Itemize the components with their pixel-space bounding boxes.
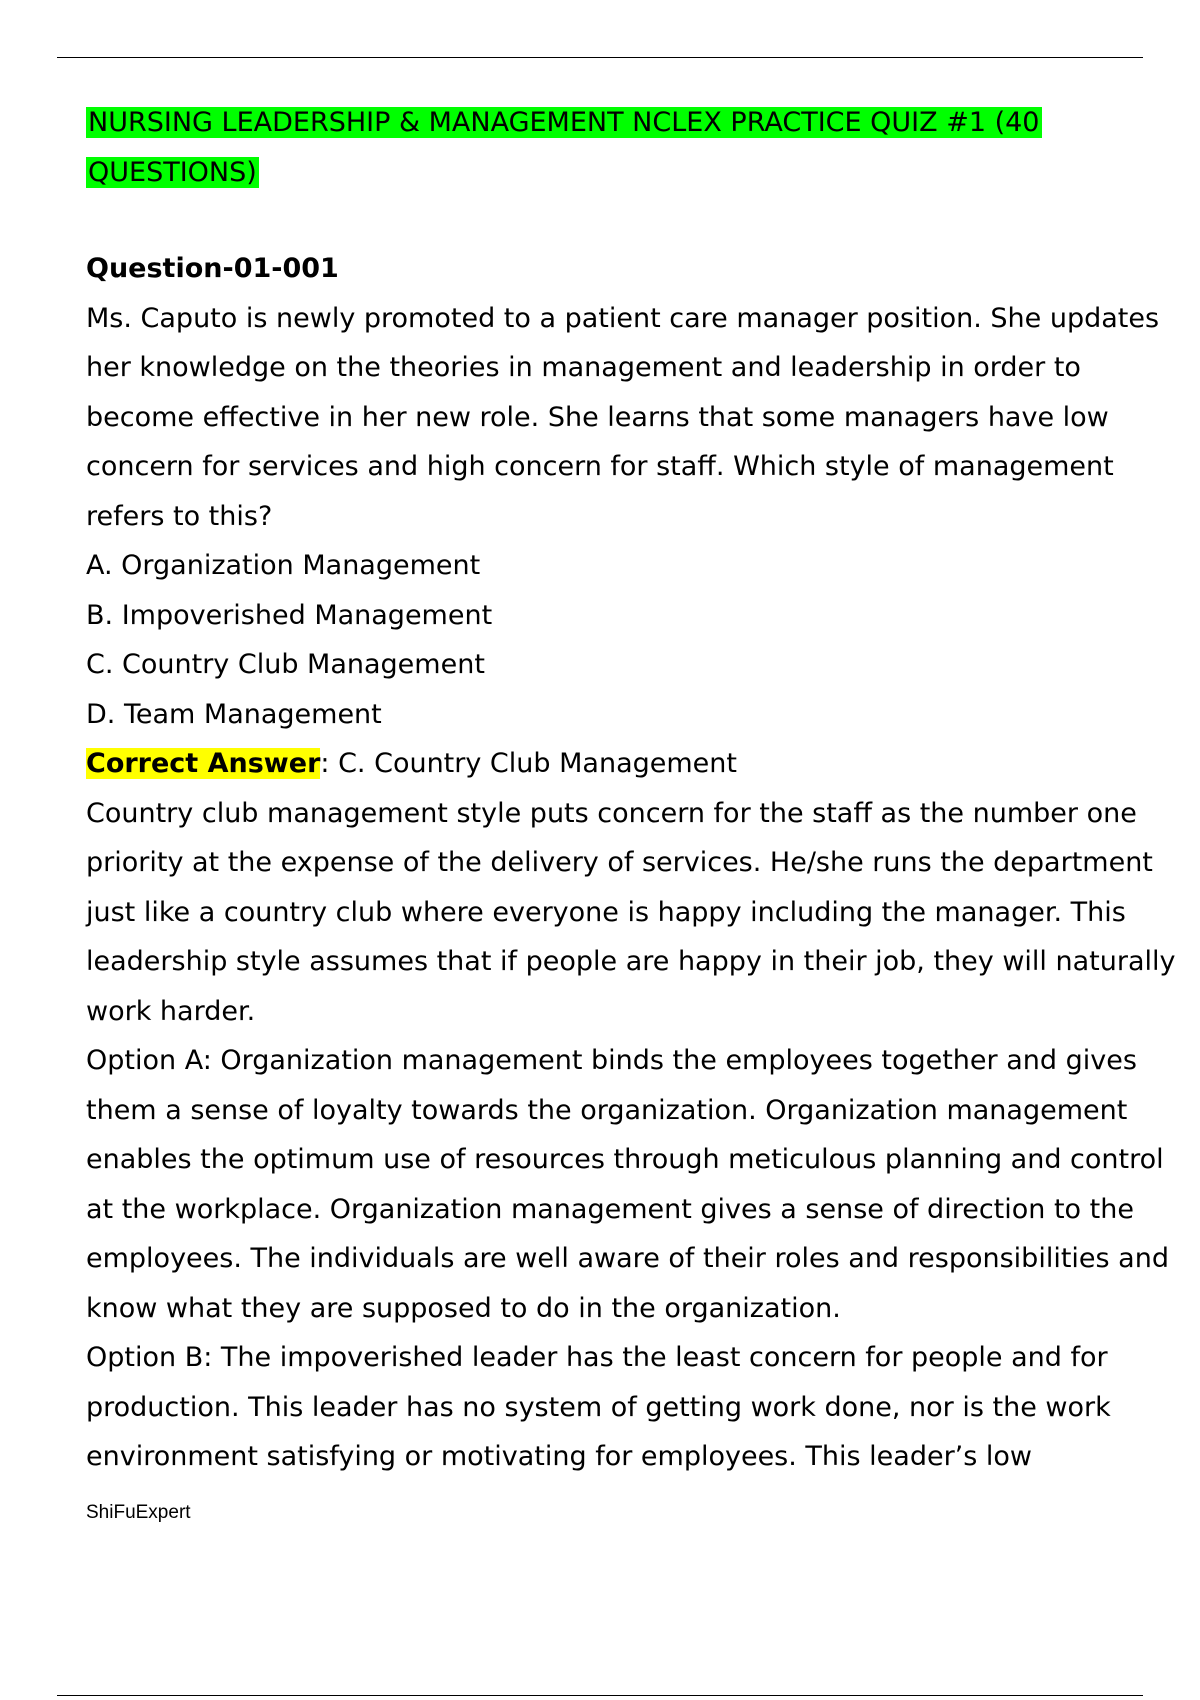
option-b-explanation: Option B: The impoverished leader has the least concern for people and for production. This leader has no system of getting work done, nor is the work environment satisfying or motivating for employees. This leader’s low xyxy=(86,1342,1111,1472)
document-body xyxy=(86,98,1194,1482)
option-c: C. Country Club Management xyxy=(86,649,485,680)
correct-answer-line xyxy=(86,739,1194,789)
correct-answer-label: Correct Answer xyxy=(86,748,321,779)
rationale-paragraph: Country club management style puts concern for the staff as the number one priority at the expense of the delivery of services. He/she runs the department just like a country club where everyone is happy including the manager. This leadership style assumes that if people are happy in their job, they will naturally work harder. xyxy=(86,797,1176,1027)
bottom-rule xyxy=(57,1695,1143,1696)
question-id: Question-01-001 xyxy=(86,253,339,284)
footer-watermark: ShiFuExpert xyxy=(86,1502,191,1523)
question-stem: Ms. Caputo is newly promoted to a patient care manager position. She updates her knowledge on the theories in management and leadership in order to become effective in her new role. She learns that some managers have low concern for services and high concern for staff. Which style of management refers to this? xyxy=(86,302,1160,532)
quiz-title-highlight: NURSING LEADERSHIP & MANAGEMENT NCLEX PRACTICE QUIZ #1 (40 QUESTIONS) xyxy=(88,107,1040,188)
top-rule xyxy=(57,57,1143,58)
correct-answer-value: : C. Country Club Management xyxy=(320,748,737,779)
answer-options xyxy=(86,541,1194,739)
option-a: A. Organization Management xyxy=(86,550,481,581)
option-b: B. Impoverished Management xyxy=(86,599,493,631)
option-a-explanation: Option A: Organization management binds the employees together and gives them a sense of loyalty towards the organization. Organization management enables the optimum use of resources through meticulous planning and control at the workplace. Organization management gives a sense of direction to the employees. The individuals are well aware of their roles and responsibilities and know what they are supposed to do in the organization. xyxy=(86,1045,1169,1324)
option-d: D. Team Management xyxy=(86,698,382,730)
quiz-title xyxy=(86,98,1136,198)
